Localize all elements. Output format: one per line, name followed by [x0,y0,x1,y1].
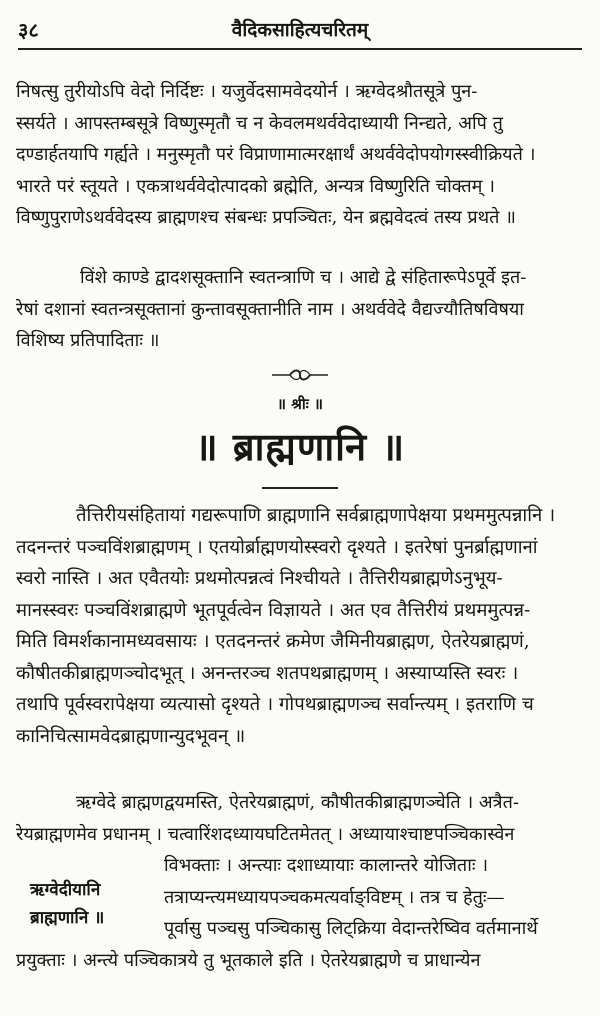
text-line: भारते परं स्तूयते । एकत्राथर्ववेदोत्पादको ब्रह्मेति, अन्यत्र विष्णुरिति चोक्तम् । [16,175,495,197]
text-line: विष्णुपुराणेऽथर्ववेदस्य ब्राह्मणश्च संबन्धः प्रपञ्चितः, येन ब्रह्मवेदत्वं तस्य प्रथते ॥ [16,207,516,228]
text-line: मिति विमर्शकानामध्यवसायः । एतदनन्तरं क्रमेण जैमिनीयब्राह्मण, ऐतरेयब्राह्मणं, [16,631,530,652]
paragraph-brahmana-chronology [16,500,588,752]
text-line: स्सर्यते । आपस्तम्बसूत्रे विष्णुस्मृतौ च न केवलमथर्ववेदाध्यायी निन्द्यते, अपि तु [16,112,503,134]
ornament-divider [270,368,330,382]
text-line: रेयब्राह्मणमेव प्रधानम् । चत्वारिंशदध्यायघटितमेतत् । अध्यायाश्चाष्टपञ्चिकास्वेन [16,823,515,845]
text-line: प्रयुक्ताः । अन्त्ये पञ्चिकात्रये तु भूतकाले इति । ऐतरेयब्राह्मणे च प्राधान्येन [16,949,481,971]
text-line: निषत्सु तुरीयोऽपि वेदो निर्दिष्टः । यजुर्वेदसामवेदयोर्न । ऋग्वेदश्रौतसूत्रे पुन- [16,81,478,102]
text-line: कानिचित्सामवेदब्राह्मणान्युदभूवन् ॥ [16,725,246,747]
text-line: मानस्स्वरः पञ्चविंशब्राह्मणे भूतपूर्वत्वेन विज्ञायते । अत एव तैत्तिरीयं प्रथममुत्पन्न- [16,599,531,621]
section-heading: ॥ ब्राह्मणानि ॥ [194,424,406,469]
text-line: विभक्ताः । अन्त्याः दशाध्यायाः कालान्तरे योजिताः । [164,855,489,876]
text-line: रेषां दशानां स्वतन्त्रसूक्तानां कुन्तावसूक्तानीति नाम । अथर्ववेदे वैद्यज्यौतिषविषया [16,298,524,320]
margin-note-line: ब्राह्मणानि ॥ [30,908,105,928]
margin-note-line: ऋग्वेदीयानि [30,880,101,900]
running-title: वैदिकसाहित्यचरितम् [231,19,369,41]
text-line: विंशे काण्डे द्वादशसूक्तानि स्वतन्त्राणि च । आद्ये द्वे संहितारूपेऽपूर्वे इत- [80,267,527,288]
text-line: तैत्तिरीयसंहितायां गद्यरूपाणि ब्राह्मणानि सर्वब्राह्मणापेक्षया प्रथममुत्पन्नानि । [76,505,556,526]
page-number: ३८ [18,18,39,42]
text-line: विशिष्य प्रतिपादिताः ॥ [16,330,160,351]
margin-note [30,876,148,932]
heading-rule [262,487,338,489]
text-line: पूर्वासु पञ्चसु पञ्चिकासु लिट्क्रिया वेदान्तरेष्विव वर्तमानार्थे [164,918,538,939]
text-line: तत्राप्यन्त्यमध्यायपञ्चकमत्यर्वाङ्विष्टम् । तत्र च हेतुः— [164,886,505,908]
text-line: दण्डार्हतयापि गर्ह्यते । मनुस्मृतौ परं विप्राणामात्मरक्षार्थं अथर्ववेदोपयोगस्स्वीक्रियते । [16,144,536,165]
text-line: स्वरो नास्ति । अत एवैतयोः प्रथमोत्पन्नत्वं निश्चीयते । तैत्तिरीयब्राह्मणेऽनुभूय- [16,568,503,589]
paragraph-atharvaveda-status [16,76,588,234]
text-line: तथापि पूर्वस्वरापेक्षया व्यत्यासो दृश्यते । गोपथब्राह्मणञ्च सर्वान्त्यम् । इतराणि च [16,694,534,715]
invocation-shri: ॥ श्रीः ॥ [277,395,323,413]
text-line: तदनन्तरं पञ्चविंशब्राह्मणम् । एतयोर्ब्राह्मणयोस्स्वरो दृश्यते । इतरेषां पुनर्ब्राह्मणानां [16,536,538,558]
page-header [18,14,582,50]
text-line: कौषीतकीब्राह्मणञ्चोदभूत् । अनन्तरञ्च शतपथब्राह्मणम् । अस्याप्यस्ति स्वरः । [16,662,519,684]
paragraph-twentieth-kanda [16,262,588,357]
text-line: ऋग्वेदे ब्राह्मणद्वयमस्ति, ऐतरेयब्राह्मणं, कौषीतकीब्राह्मणञ्चेति । अत्रैत- [76,792,519,813]
